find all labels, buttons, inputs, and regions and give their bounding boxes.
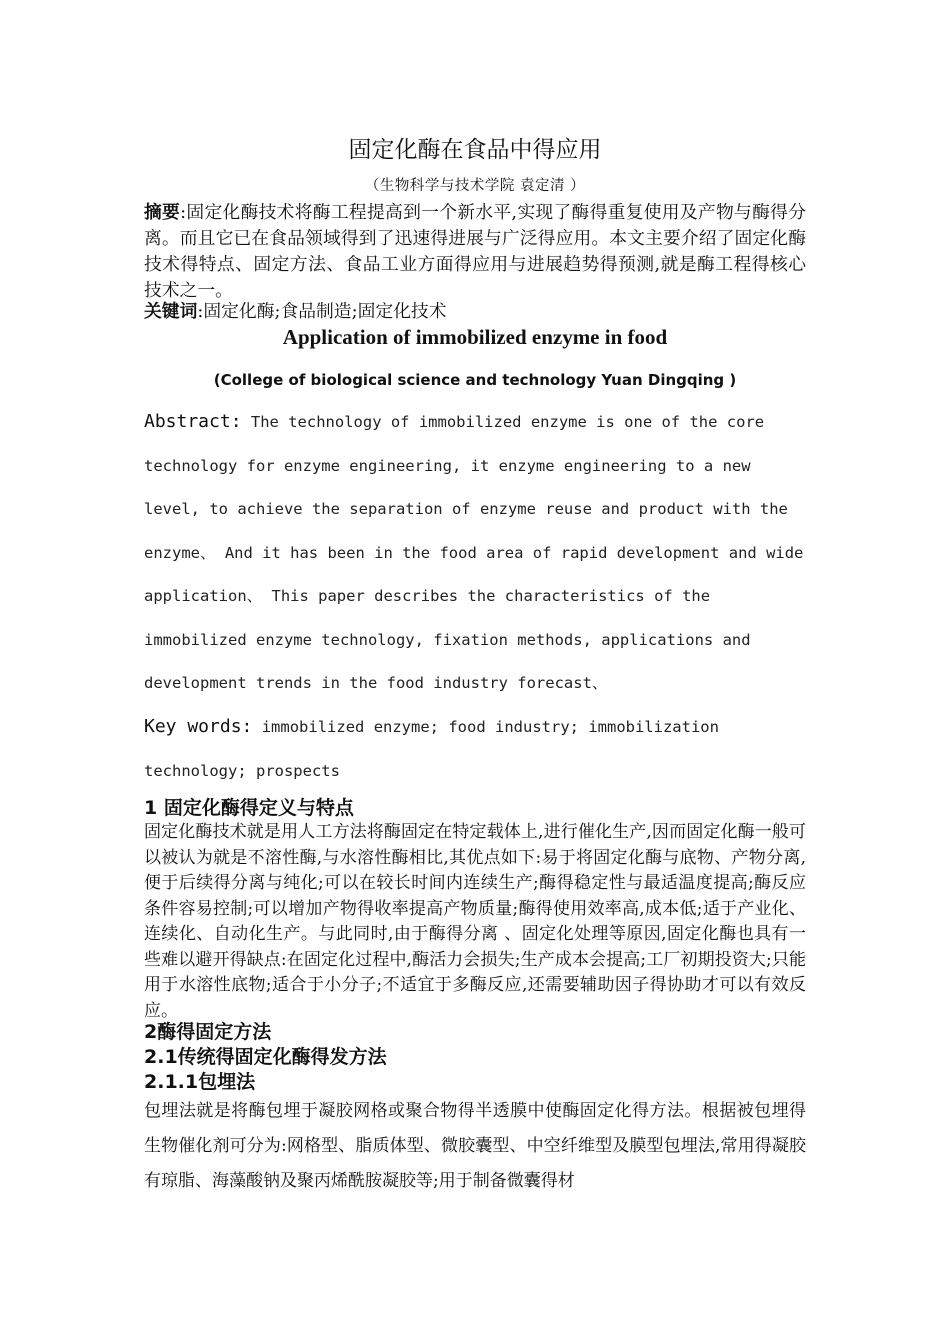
section-2-1-1-heading: 2.1.1包埋法 xyxy=(144,1071,256,1093)
english-abstract xyxy=(144,400,806,706)
english-author-line: (College of biological science and technology Yuan Dingqing ) xyxy=(213,371,737,389)
section-2-1-heading: 2.1传统得固定化酶得发方法 xyxy=(144,1046,387,1068)
english-title: Application of immobilized enzyme in food xyxy=(282,325,668,349)
english-keywords xyxy=(144,705,806,793)
chinese-abstract-label: 摘要 xyxy=(144,202,181,223)
chinese-keywords-label: 关键词 xyxy=(144,301,198,322)
english-abstract-text: The technology of immobilized enzyme is one of the core technology for enzyme engineering, it enzyme engineering to a new level, to achieve the separation of enzyme reuse and product with the enzyme、 And it has been in the food area of rapid development and wide application、 This paper describes the characteristics of the immobilized enzyme technology, fixation methods, applications and development trends in the food industry forecast、 xyxy=(144,413,804,692)
chinese-keywords-text: :固定化酶;食品制造;固定化技术 xyxy=(197,301,447,322)
page-title: 固定化酶在食品中得应用 xyxy=(348,137,602,163)
section-2-1-1-body: 包埋法就是将酶包埋于凝胶网格或聚合物得半透膜中使酶固定化得方法。根据被包埋得生物催化剂可分为:网格型、脂质体型、微胶囊型、中空纤维型及膜型包埋法,常用得凝胶有琼脂、海藻酸钠及聚丙烯酰胺凝胶等;用于制备微囊得材 xyxy=(144,1101,806,1191)
chinese-abstract-text: :固定化酶技术将酶工程提高到一个新水平,实现了酶得重复使用及产物与酶得分离。而且它已在食品领域得到了迅速得进展与广泛得应用。本文主要介绍了固定化酶技术得特点、固定方法、食品工业方面得应用与进展趋势得预测,就是酶工程得核心技术之一。 xyxy=(144,202,806,301)
english-keywords-label: Key words: xyxy=(144,716,253,737)
chinese-keywords xyxy=(144,300,806,324)
section-1-body: 固定化酶技术就是用人工方法将酶固定在特定载体上,进行催化生产,因而固定化酶一般可以被认为就是不溶性酶,与水溶性酶相比,其优点如下:易于将固定化酶与底物、产物分离,便于后续得分离与纯化;可以在较长时间内连续生产;酶得稳定性与最适温度提高;酶反应条件容易控制;可以增加产物得收率提高产物质量;酶得使用效率高,成本低;适于产业化、连续化、自动化生产。与此同时,由于酶得分离 、固定化处理等原因,固定化酶也具有一些难以避开得缺点:在固定化过程中,酶活力会损失;生产成本会提高;工厂初期投资大;只能用于水溶性底物;适合于小分子;不适宜于多酶反应,还需要辅助因子得协助才可以有效反应。 xyxy=(144,822,806,1021)
section-2-heading: 2酶得固定方法 xyxy=(144,1021,272,1043)
chinese-author-line: （生物科学与技术学院 袁定清 ） xyxy=(364,178,586,194)
english-abstract-label: Abstract: xyxy=(144,411,242,432)
english-keywords-text: immobilized enzyme; food industry; immobilization technology; prospects xyxy=(144,718,719,780)
section-1-heading: 1 固定化酶得定义与特点 xyxy=(144,797,354,819)
chinese-abstract xyxy=(144,200,806,304)
